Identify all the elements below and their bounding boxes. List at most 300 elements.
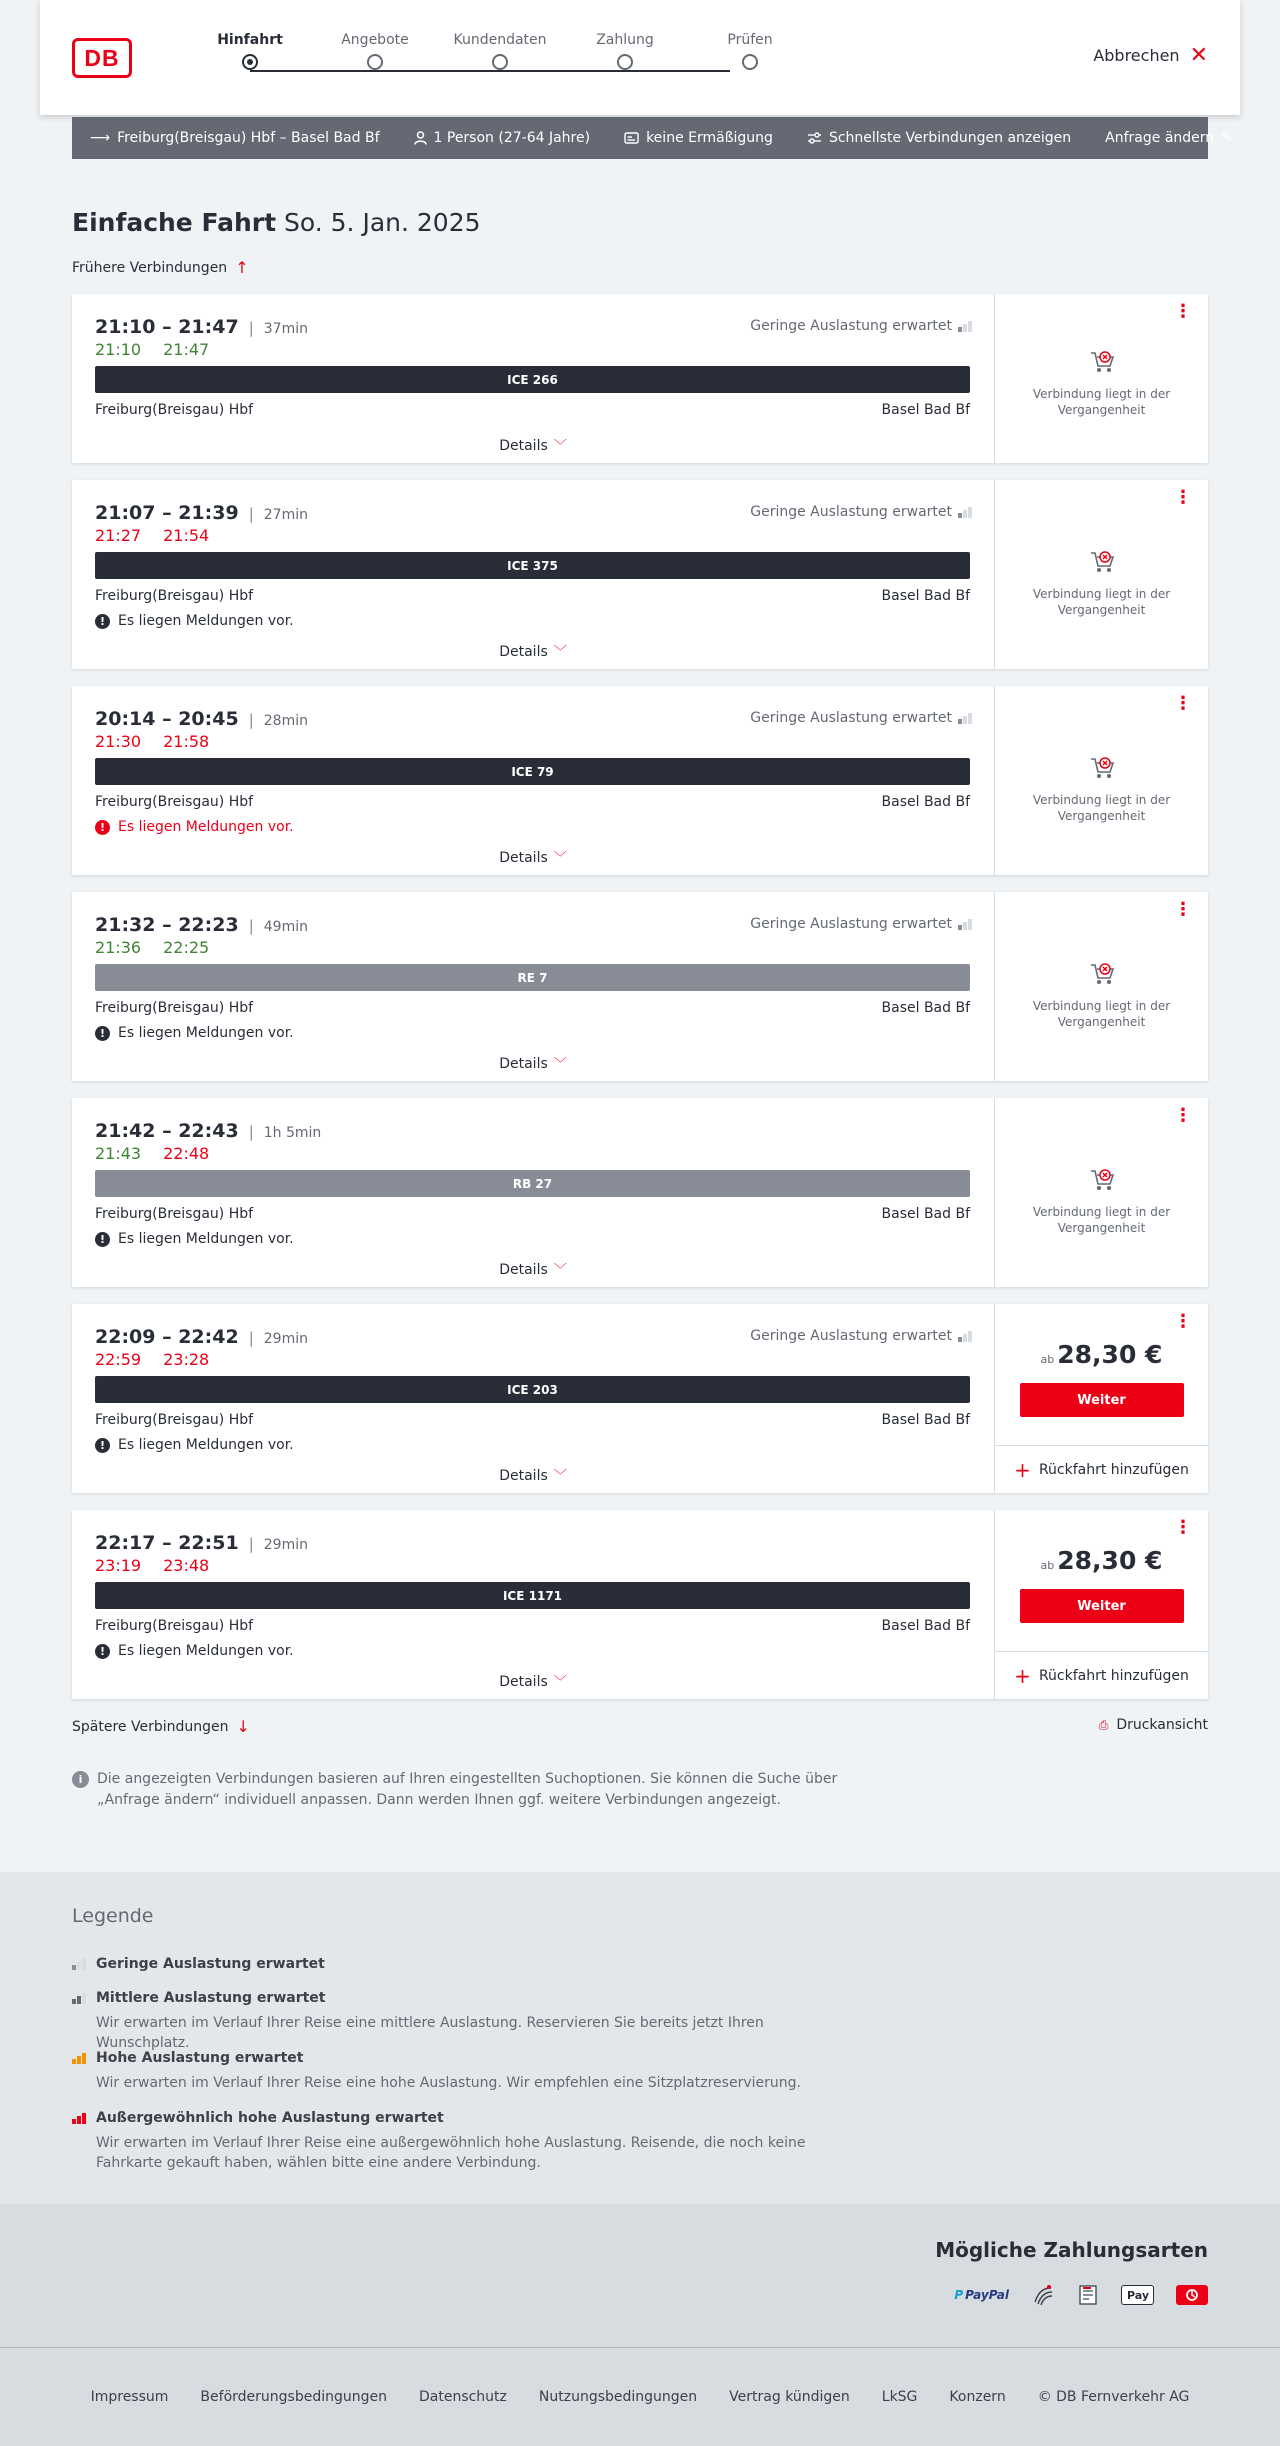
- connection-details-area: [72, 892, 994, 1081]
- past-connection-note: [995, 548, 1208, 618]
- realtime-times: [95, 938, 209, 957]
- step-label: Zahlung: [596, 32, 654, 48]
- step-label: Hinfahrt: [217, 32, 283, 48]
- stations: [95, 402, 970, 418]
- cart-unavailable-icon: [1088, 548, 1116, 576]
- footer-link[interactable]: Vertrag kündigen: [729, 2389, 850, 2405]
- connection-card: [72, 686, 1208, 875]
- occupancy-icon: [958, 1330, 972, 1342]
- footer-link[interactable]: © DB Fernverkehr AG: [1037, 2389, 1190, 2405]
- details-toggle[interactable]: [72, 1671, 994, 1690]
- connection-details-area: [72, 480, 994, 669]
- footer-link[interactable]: Beförderungsbedingungen: [200, 2389, 387, 2405]
- chevron-down-icon: ﹀: [553, 1675, 567, 1690]
- occupancy-bar: [77, 1962, 81, 1970]
- query-bar: [72, 117, 1233, 159]
- step-label: Prüfen: [727, 32, 773, 48]
- train-bar[interactable]: ICE 203: [95, 1376, 970, 1403]
- legend-item: [72, 2110, 856, 2173]
- progress-stepper: [210, 32, 773, 82]
- occupancy-label: Geringe Auslastung erwartet: [750, 710, 952, 726]
- notice-message: [95, 1437, 294, 1453]
- add-return-trip-label: Rückfahrt hinzufügen: [1038, 1667, 1189, 1684]
- occupancy-bar: [958, 513, 962, 518]
- print-view-label: Druckansicht: [1116, 1717, 1208, 1733]
- sepa-direct-debit-icon: [1031, 2284, 1055, 2306]
- occupancy-bar: [77, 2116, 81, 2124]
- occupancy-indicator: [750, 318, 972, 334]
- cancel-label: Abbrechen: [1093, 46, 1180, 65]
- connection-details-area: [72, 1098, 994, 1287]
- occupancy-bar: [968, 713, 972, 724]
- arrival-station: Basel Bad Bf: [881, 794, 970, 810]
- step-dot: [742, 54, 758, 70]
- realtime-arrival: 22:48: [163, 1144, 210, 1163]
- offer-area: [994, 1098, 1208, 1287]
- connection-card: [72, 1304, 1208, 1493]
- realtime-times: [95, 1556, 209, 1575]
- notice-text: Es liegen Meldungen vor.: [118, 1231, 294, 1247]
- realtime-times: [95, 1144, 209, 1163]
- details-label: Details: [499, 1674, 548, 1690]
- add-return-trip-button[interactable]: [995, 1445, 1208, 1493]
- cart-unavailable-icon: [1088, 960, 1116, 988]
- occupancy-bar: [72, 2119, 76, 2124]
- past-connection-note: [995, 754, 1208, 824]
- query-filter: [807, 130, 1071, 146]
- train-bar[interactable]: ICE 266: [95, 366, 970, 393]
- notice-text: Es liegen Meldungen vor.: [118, 1643, 294, 1659]
- query-passengers-text: 1 Person (27-64 Jahre): [433, 130, 591, 146]
- add-return-trip-button[interactable]: [995, 1651, 1208, 1699]
- chevron-down-icon: ﹀: [553, 439, 567, 454]
- occupancy-bar: [968, 507, 972, 518]
- details-label: Details: [499, 438, 548, 454]
- planned-times: [95, 1532, 308, 1554]
- step-dot: [367, 54, 383, 70]
- occupancy-bar: [958, 719, 962, 724]
- change-query-button[interactable]: [1105, 130, 1233, 146]
- later-connections-link[interactable]: [72, 1717, 250, 1736]
- price-value: 28,30 €: [1057, 1546, 1163, 1575]
- price-prefix: ab: [1040, 1559, 1055, 1572]
- notice-message: [95, 1025, 294, 1041]
- price-prefix: ab: [1040, 1353, 1055, 1366]
- details-label: Details: [499, 644, 548, 660]
- query-passengers: [414, 130, 591, 146]
- planned-times: [95, 708, 308, 730]
- occupancy-icon: [72, 2112, 86, 2124]
- details-toggle[interactable]: [72, 641, 994, 660]
- stations: [95, 794, 970, 810]
- occupancy-bar: [958, 327, 962, 332]
- legend-item-label: Hohe Auslastung erwartet: [96, 2050, 304, 2066]
- arrival-station: Basel Bad Bf: [881, 1412, 970, 1428]
- realtime-departure: 21:10: [95, 340, 142, 359]
- notice-text: Es liegen Meldungen vor.: [118, 613, 294, 629]
- footer-links: [0, 2389, 1280, 2405]
- legend-title: Legende: [72, 1905, 154, 1927]
- connection-card: [72, 892, 1208, 1081]
- query-route: [90, 130, 380, 146]
- cancel-button[interactable]: [1093, 42, 1208, 68]
- notice-message: [95, 819, 294, 835]
- planned-times: [95, 502, 308, 524]
- step-dot: [617, 54, 633, 70]
- offer-area: [994, 686, 1208, 875]
- past-connection-text: Verbindung liegt in der Vergangenheit: [1032, 1205, 1171, 1235]
- realtime-times: [95, 526, 209, 545]
- legend-item-description: Wir erwarten im Verlauf Ihrer Reise eine außergewöhnlich hohe Auslastung. Reisende, die noch keine Fahrkarte gekauft haben, wählen bitte eine andere Verbindung.: [96, 2135, 806, 2171]
- details-label: Details: [499, 850, 548, 866]
- arrow-down-icon: ↓: [236, 1717, 250, 1736]
- occupancy-indicator: [750, 1328, 972, 1344]
- invoice-icon: [1077, 2284, 1099, 2306]
- train-bar[interactable]: ICE 1171: [95, 1582, 970, 1609]
- occupancy-label: Geringe Auslastung erwartet: [750, 504, 952, 520]
- realtime-arrival: 21:47: [163, 340, 210, 359]
- connection-card: [72, 1098, 1208, 1287]
- legend-item-label: Mittlere Auslastung erwartet: [96, 1990, 326, 2006]
- past-connection-text: Verbindung liegt in der Vergangenheit: [1032, 587, 1171, 617]
- step-dot: [492, 54, 508, 70]
- step-zahlung[interactable]: [570, 32, 680, 70]
- price-box: [995, 1340, 1208, 1417]
- occupancy-bar: [963, 716, 967, 724]
- footer-link[interactable]: Datenschutz: [418, 2389, 507, 2405]
- realtime-times: [95, 1350, 209, 1369]
- duration: 28min: [263, 713, 308, 729]
- details-label: Details: [499, 1468, 548, 1484]
- occupancy-icon: [958, 712, 972, 724]
- db-bonus-icon: [1176, 2285, 1208, 2305]
- planned-time-range: 21:07 – 21:39: [95, 502, 239, 524]
- offer-area: [994, 480, 1208, 669]
- person-icon: [414, 131, 427, 145]
- departure-station: Freiburg(Breisgau) Hbf: [95, 588, 254, 604]
- more-options-icon[interactable]: ⋮: [1174, 487, 1192, 508]
- change-query-label: Anfrage ändern: [1105, 130, 1215, 146]
- notice-message: [95, 1231, 294, 1247]
- planned-time-range: 22:09 – 22:42: [95, 1326, 239, 1348]
- occupancy-icon: [958, 320, 972, 332]
- arrival-station: Basel Bad Bf: [881, 1206, 970, 1222]
- realtime-times: [95, 340, 209, 359]
- printer-icon: ⎙: [1098, 1717, 1109, 1732]
- filter-sliders-icon: [807, 132, 822, 144]
- alert-icon: !: [95, 1026, 110, 1041]
- separator: |: [248, 505, 254, 523]
- separator: |: [248, 319, 254, 337]
- query-discount-text: keine Ermäßigung: [646, 130, 773, 146]
- realtime-arrival: 23:28: [163, 1350, 210, 1369]
- print-view-link[interactable]: [1099, 1717, 1208, 1733]
- stations: [95, 588, 970, 604]
- occupancy-bar: [77, 1996, 81, 2004]
- legend-item-description: Wir erwarten im Verlauf Ihrer Reise eine mittlere Auslastung. Reservieren Sie bereits jetzt Ihren Wunschplatz.: [96, 2015, 764, 2051]
- occupancy-icon: [72, 1992, 86, 2004]
- step-label: Kundendaten: [453, 32, 547, 48]
- occupancy-icon: [958, 918, 972, 930]
- departure-station: Freiburg(Breisgau) Hbf: [95, 402, 254, 418]
- occupancy-bar: [963, 324, 967, 332]
- cart-unavailable-icon: [1088, 348, 1116, 376]
- past-connection-note: [995, 1166, 1208, 1236]
- info-note: [72, 1769, 852, 1811]
- details-label: Details: [499, 1056, 548, 1072]
- footer-link[interactable]: Nutzungsbedingungen: [538, 2389, 698, 2405]
- offer-area: [994, 1304, 1208, 1493]
- notice-message: [95, 1643, 294, 1659]
- connection-card: [72, 480, 1208, 669]
- notice-message: [95, 613, 294, 629]
- stations: [95, 1206, 970, 1222]
- occupancy-indicator: [750, 504, 972, 520]
- occupancy-bar: [963, 510, 967, 518]
- legend-item-title: [72, 1990, 856, 2006]
- legend-item-title: [72, 2110, 856, 2126]
- legend-section: [0, 1872, 1280, 2204]
- offer-area: [994, 1510, 1208, 1699]
- occupancy-bar: [963, 922, 967, 930]
- occupancy-bar: [968, 321, 972, 332]
- legend-item-label: Außergewöhnlich hohe Auslastung erwartet: [96, 2110, 444, 2126]
- notice-text: Es liegen Meldungen vor.: [118, 1025, 294, 1041]
- paypal-text: PayPal: [965, 2288, 1009, 2302]
- step-pruefen[interactable]: [695, 32, 805, 70]
- plus-icon: +: [1014, 1663, 1031, 1688]
- connection-details-area: [72, 1510, 994, 1699]
- more-options-icon[interactable]: ⋮: [1174, 693, 1192, 714]
- planned-time-range: 21:10 – 21:47: [95, 316, 239, 338]
- realtime-arrival: 21:58: [163, 732, 210, 751]
- notice-text: Es liegen Meldungen vor.: [118, 819, 294, 835]
- past-connection-text: Verbindung liegt in der Vergangenheit: [1032, 387, 1171, 417]
- occupancy-bar: [72, 1965, 76, 1970]
- apple-pay-icon: [1121, 2285, 1154, 2305]
- legend-item: [72, 1990, 856, 2053]
- earlier-connections-link[interactable]: [72, 258, 249, 277]
- footer-link[interactable]: Konzern: [949, 2389, 1006, 2405]
- departure-station: Freiburg(Breisgau) Hbf: [95, 1206, 254, 1222]
- occupancy-label: Geringe Auslastung erwartet: [750, 318, 952, 334]
- applepay-text: Pay: [1126, 2288, 1149, 2302]
- connection-details-area: [72, 686, 994, 875]
- pencil-icon: ✎: [1221, 130, 1233, 146]
- arrow-right-icon: ⟶: [90, 130, 111, 146]
- footer: [0, 2348, 1280, 2446]
- separator: |: [248, 1535, 254, 1553]
- connection-card: [72, 294, 1208, 463]
- duration: 27min: [263, 507, 308, 523]
- more-options-icon[interactable]: ⋮: [1174, 1517, 1192, 1538]
- details-toggle[interactable]: [72, 847, 994, 866]
- info-icon: i: [72, 1771, 89, 1788]
- occupancy-icon: [72, 2052, 86, 2064]
- info-text: Die angezeigten Verbindungen basieren auf Ihren eingestellten Suchoptionen. Sie können die Suche über „Anfrage ändern“ individuell anpassen. Dann werden Ihnen ggf. weitere Verbindungen angezeigt.: [97, 1771, 838, 1808]
- card-icon: [624, 132, 639, 144]
- price: [995, 1546, 1208, 1575]
- legend-item-description: Wir erwarten im Verlauf Ihrer Reise eine hohe Auslastung. Wir empfehlen eine Sitzplatzreservierung.: [96, 2075, 801, 2091]
- price: [995, 1340, 1208, 1369]
- legend-item-title: [72, 1956, 325, 1972]
- offer-area: [994, 294, 1208, 463]
- past-connection-text: Verbindung liegt in der Vergangenheit: [1032, 999, 1171, 1029]
- occupancy-bar: [72, 1999, 76, 2004]
- page-title: [72, 208, 481, 237]
- details-toggle[interactable]: [72, 435, 994, 454]
- planned-times: [95, 316, 308, 338]
- duration: 49min: [263, 919, 308, 935]
- continue-button[interactable]: Weiter: [1020, 1589, 1184, 1623]
- realtime-arrival: 22:25: [163, 938, 210, 957]
- departure-station: Freiburg(Breisgau) Hbf: [95, 1412, 254, 1428]
- occupancy-indicator: [750, 710, 972, 726]
- stepper-line: [250, 70, 730, 72]
- separator: |: [248, 1123, 254, 1141]
- more-options-icon[interactable]: ⋮: [1174, 1311, 1192, 1332]
- step-angebote[interactable]: [320, 32, 430, 70]
- occupancy-bar: [72, 2059, 76, 2064]
- train-bar[interactable]: RB 27: [95, 1170, 970, 1197]
- paypal-icon: P PayPal: [954, 2288, 1009, 2302]
- legend-item: [72, 2050, 856, 2093]
- payment-section: [0, 2204, 1280, 2348]
- stations: [95, 1618, 970, 1634]
- continue-button[interactable]: Weiter: [1020, 1383, 1184, 1417]
- planned-time-range: 21:42 – 22:43: [95, 1120, 239, 1142]
- legend-item-label: Geringe Auslastung erwartet: [96, 1956, 325, 1972]
- realtime-departure: 21:36: [95, 938, 142, 957]
- duration: 29min: [263, 1331, 308, 1347]
- payment-title: Mögliche Zahlungsarten: [935, 2238, 1208, 2262]
- plus-icon: +: [1014, 1457, 1031, 1482]
- realtime-departure: 23:19: [95, 1556, 142, 1575]
- alert-icon: !: [95, 614, 110, 629]
- realtime-departure: 21:43: [95, 1144, 142, 1163]
- details-toggle[interactable]: [72, 1259, 994, 1278]
- train-bar[interactable]: RE 7: [95, 964, 970, 991]
- header: [40, 0, 1240, 115]
- add-return-trip-label: Rückfahrt hinzufügen: [1038, 1461, 1189, 1478]
- planned-time-range: 21:32 – 22:23: [95, 914, 239, 936]
- departure-station: Freiburg(Breisgau) Hbf: [95, 1618, 254, 1634]
- more-options-icon[interactable]: ⋮: [1174, 301, 1192, 322]
- occupancy-bar: [958, 925, 962, 930]
- alert-icon: !: [95, 820, 110, 835]
- alert-icon: !: [95, 1232, 110, 1247]
- realtime-arrival: 23:48: [163, 1556, 210, 1575]
- train-bar[interactable]: ICE 79: [95, 758, 970, 785]
- departure-station: Freiburg(Breisgau) Hbf: [95, 794, 254, 810]
- occupancy-bar: [82, 1959, 86, 1970]
- occupancy-bar: [963, 1334, 967, 1342]
- separator: |: [248, 917, 254, 935]
- past-connection-text: Verbindung liegt in der Vergangenheit: [1032, 793, 1171, 823]
- query-filter-text: Schnellste Verbindungen anzeigen: [828, 130, 1072, 146]
- arrival-station: Basel Bad Bf: [881, 1618, 970, 1634]
- connection-details-area: [72, 294, 994, 463]
- step-label: Angebote: [341, 32, 409, 48]
- cart-unavailable-icon: [1088, 754, 1116, 782]
- chevron-down-icon: ﹀: [553, 645, 567, 660]
- past-connection-note: [995, 960, 1208, 1030]
- occupancy-label: Geringe Auslastung erwartet: [750, 916, 952, 932]
- notice-text: Es liegen Meldungen vor.: [118, 1437, 294, 1453]
- occupancy-bar: [82, 1993, 86, 2004]
- separator: |: [248, 711, 254, 729]
- realtime-departure: 21:27: [95, 526, 142, 545]
- more-options-icon[interactable]: ⋮: [1174, 899, 1192, 920]
- more-options-icon[interactable]: ⋮: [1174, 1105, 1192, 1126]
- arrival-station: Basel Bad Bf: [881, 1000, 970, 1016]
- train-bar[interactable]: ICE 375: [95, 552, 970, 579]
- footer-link[interactable]: LkSG: [881, 2389, 918, 2405]
- chevron-down-icon: ﹀: [553, 851, 567, 866]
- step-kundendaten[interactable]: [445, 32, 555, 70]
- details-toggle[interactable]: [72, 1053, 994, 1072]
- price-value: 28,30 €: [1057, 1340, 1163, 1369]
- alert-icon: !: [95, 1438, 110, 1453]
- travel-date: So. 5. Jan. 2025: [284, 208, 481, 237]
- planned-times: [95, 914, 308, 936]
- stations: [95, 1412, 970, 1428]
- arrival-station: Basel Bad Bf: [881, 402, 970, 418]
- payment-icons: [954, 2284, 1208, 2306]
- planned-times: [95, 1120, 321, 1142]
- footer-link[interactable]: Impressum: [90, 2389, 169, 2405]
- query-discount: [624, 130, 773, 146]
- legend-item: [72, 1956, 325, 1972]
- alert-icon: !: [95, 1644, 110, 1659]
- step-dot: [242, 54, 258, 70]
- departure-station: Freiburg(Breisgau) Hbf: [95, 1000, 254, 1016]
- occupancy-bar: [968, 1331, 972, 1342]
- chevron-down-icon: ﹀: [553, 1057, 567, 1072]
- step-hinfahrt: [195, 32, 305, 70]
- occupancy-icon: [958, 506, 972, 518]
- query-route-text: Freiburg(Breisgau) Hbf – Basel Bad Bf: [117, 130, 380, 146]
- realtime-departure: 21:30: [95, 732, 142, 751]
- separator: |: [248, 1329, 254, 1347]
- chevron-down-icon: ﹀: [553, 1263, 567, 1278]
- planned-time-range: 22:17 – 22:51: [95, 1532, 239, 1554]
- arrow-up-icon: ↑: [235, 258, 249, 277]
- stations: [95, 1000, 970, 1016]
- connection-card: [72, 1510, 1208, 1699]
- occupancy-label: Geringe Auslastung erwartet: [750, 1328, 952, 1344]
- realtime-arrival: 21:54: [163, 526, 210, 545]
- occupancy-bar: [968, 919, 972, 930]
- db-logo[interactable]: DB: [72, 38, 132, 78]
- occupancy-bar: [77, 2056, 81, 2064]
- occupancy-bar: [82, 2053, 86, 2064]
- connection-details-area: [72, 1304, 994, 1493]
- duration: 29min: [263, 1537, 308, 1553]
- occupancy-bar: [958, 1337, 962, 1342]
- chevron-down-icon: ﹀: [553, 1469, 567, 1484]
- earlier-connections-label: Frühere Verbindungen: [72, 259, 228, 276]
- close-icon: ✕: [1189, 42, 1208, 68]
- offer-area: [994, 892, 1208, 1081]
- duration: 37min: [263, 321, 308, 337]
- details-label: Details: [499, 1262, 548, 1278]
- details-toggle[interactable]: [72, 1465, 994, 1484]
- occupancy-indicator: [750, 916, 972, 932]
- later-connections-label: Spätere Verbindungen: [72, 1718, 229, 1735]
- past-connection-note: [995, 348, 1208, 418]
- page-title-text: Einfache Fahrt: [72, 208, 277, 237]
